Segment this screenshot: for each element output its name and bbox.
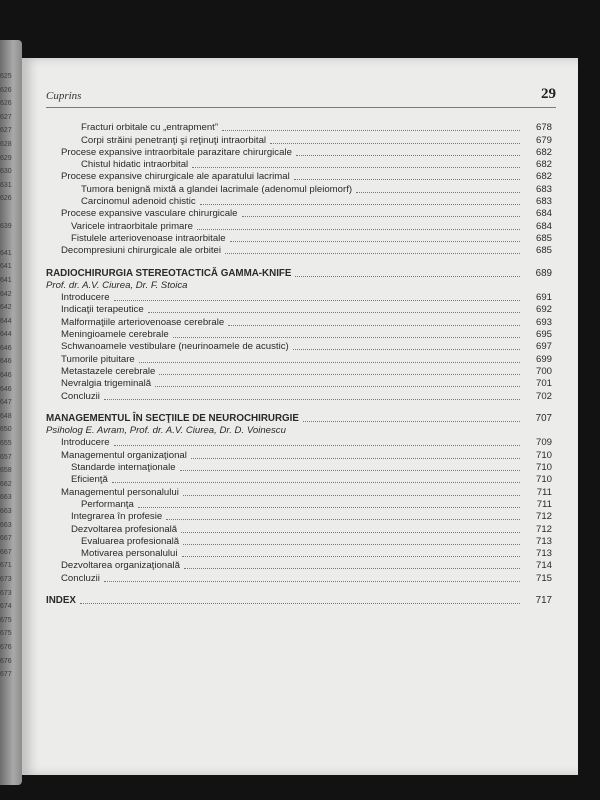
facing-page-number: 625 xyxy=(0,73,12,80)
toc-entry: Varicele intraorbitale primare 684 xyxy=(71,220,552,232)
toc-entry: Procese expansive intraorbitale parazitare chirurgicale 682 xyxy=(61,146,552,158)
running-title: Cuprins xyxy=(46,90,82,102)
facing-page-number: 663 xyxy=(0,521,12,529)
facing-page-number: 663 xyxy=(0,494,12,502)
facing-page-number xyxy=(0,206,12,220)
facing-page-number: 631 xyxy=(0,181,12,189)
facing-page-number xyxy=(0,233,12,247)
facing-page-number: 627 xyxy=(0,127,12,135)
facing-page-number: 673 xyxy=(0,575,12,583)
facing-page-number: 676 xyxy=(0,643,12,651)
toc-entry: Fistulele arteriovenoase intraorbitale 685 xyxy=(71,232,552,244)
toc-entry: Dezvoltarea organizaţională 714 xyxy=(61,560,552,572)
toc-entry: Concluzii 702 xyxy=(61,390,552,402)
facing-page-edge xyxy=(0,40,22,785)
toc-entry: Performanţa 711 xyxy=(81,498,552,510)
chapter-title: MANAGEMENTUL ÎN SECŢIILE DE NEUROCHIRURGIE 707 xyxy=(46,412,552,424)
facing-page-number: 646 xyxy=(0,372,12,380)
facing-page-number: 677 xyxy=(0,671,12,679)
toc-chapter-management xyxy=(46,413,552,585)
toc-entry: Indicaţii terapeutice 692 xyxy=(61,304,552,316)
toc-index: INDEX 717 xyxy=(46,594,552,606)
toc-entry: Evaluarea profesională 713 xyxy=(81,535,552,547)
toc-entry: Concluzii 715 xyxy=(61,572,552,584)
facing-page-number: 648 xyxy=(0,412,12,420)
toc-entry: Metastazele cerebrale 700 xyxy=(61,365,552,377)
facing-page-number: 644 xyxy=(0,331,12,339)
facing-page-number: 676 xyxy=(0,657,12,665)
toc-entry: Standarde internaţionale 710 xyxy=(71,462,552,474)
facing-page-number: 642 xyxy=(0,290,12,298)
page-number: 29 xyxy=(541,86,556,102)
facing-page-number: 641 xyxy=(0,263,12,271)
facing-page-number: 667 xyxy=(0,548,12,556)
facing-page-number: 674 xyxy=(0,603,12,611)
toc-entry: Motivarea personalului 713 xyxy=(81,548,552,560)
toc-entry: Integrarea în profesie 712 xyxy=(71,511,552,523)
facing-page-number: 662 xyxy=(0,480,12,488)
chapter-title: RADIOCHIRURGIA STEREOTACTICĂ GAMMA-KNIFE 689 xyxy=(46,267,552,279)
facing-page-number: 657 xyxy=(0,453,12,461)
facing-page-number: 629 xyxy=(0,154,12,162)
facing-page-number: 675 xyxy=(0,630,12,638)
facing-page-number: 655 xyxy=(0,440,12,448)
toc-entry: Tumorile pituitare 699 xyxy=(61,353,552,365)
toc-entry: Malformaţiile arteriovenoase cerebrale 693 xyxy=(61,316,552,328)
facing-page-number: 641 xyxy=(0,249,12,257)
facing-page-number: 627 xyxy=(0,113,12,121)
facing-page-number: 671 xyxy=(0,562,12,570)
toc-entry: Dezvoltarea profesională 712 xyxy=(71,523,552,535)
facing-page-number: 667 xyxy=(0,535,12,543)
toc-chapter-radiosurgery xyxy=(46,267,552,402)
facing-page-number: 663 xyxy=(0,508,12,515)
facing-page-number: 639 xyxy=(0,222,12,230)
toc-entry: Corpi străini penetranţi şi reţinuţi intraorbital 679 xyxy=(81,134,552,146)
chapter-authors: Psiholog E. Avram, Prof. dr. A.V. Ciurea, Dr. D. Voinescu xyxy=(46,424,286,436)
toc-entry: Carcinomul adenoid chistic 683 xyxy=(81,196,552,208)
toc-entry: Managementul organizaţional 710 xyxy=(61,449,552,461)
facing-page-number: 675 xyxy=(0,616,12,624)
facing-page-number: 646 xyxy=(0,358,12,366)
facing-page-number: 641 xyxy=(0,276,12,284)
toc-entry: Chistul hidatic intraorbital 682 xyxy=(81,159,552,171)
chapter-authors: Prof. dr. A.V. Ciurea, Dr. F. Stoica xyxy=(46,279,188,291)
toc-entry: Meningioamele cerebrale 695 xyxy=(61,329,552,341)
facing-page-number: 644 xyxy=(0,317,12,325)
facing-page-number: 628 xyxy=(0,140,12,148)
facing-page-number: 626 xyxy=(0,86,12,94)
facing-page-number: 642 xyxy=(0,304,12,312)
toc-entry: Procese expansive vasculare chirurgicale 684 xyxy=(61,208,552,220)
toc-entry: Introducere 709 xyxy=(61,437,552,449)
facing-page-number: 647 xyxy=(0,399,12,407)
running-header xyxy=(46,86,556,108)
facing-page-number: 626 xyxy=(0,100,12,108)
facing-page-number: 630 xyxy=(0,168,12,176)
facing-page-number: 646 xyxy=(0,385,12,393)
toc-entry: Introducere 691 xyxy=(61,292,552,304)
facing-page-number: 673 xyxy=(0,589,12,597)
toc-entry: Eficienţă 710 xyxy=(71,474,552,486)
toc-entry: Schwanoamele vestibulare (neurinoamele de acustic) 697 xyxy=(61,341,552,353)
toc-entry: Tumora benignă mixtă a glandei lacrimale (adenomul pleiomorf) 683 xyxy=(81,183,552,195)
facing-page-number: 626 xyxy=(0,195,12,203)
book-page xyxy=(22,58,578,775)
toc-section-orbit xyxy=(46,122,552,257)
table-of-contents xyxy=(46,122,552,607)
toc-entry: Nevralgia trigeminală 701 xyxy=(61,378,552,390)
facing-page-numbers xyxy=(0,70,12,750)
facing-page-number: 658 xyxy=(0,467,12,475)
toc-entry: Procese expansive chirurgicale ale aparatului lacrimal 682 xyxy=(61,171,552,183)
facing-page-number: 646 xyxy=(0,344,12,352)
toc-entry: Managementul personalului 711 xyxy=(61,486,552,498)
toc-entry: Fracturi orbitale cu „entrapment” 678 xyxy=(81,122,552,134)
facing-page-number: 650 xyxy=(0,426,12,434)
toc-entry: Decompresiuni chirurgicale ale orbitei 685 xyxy=(61,245,552,257)
